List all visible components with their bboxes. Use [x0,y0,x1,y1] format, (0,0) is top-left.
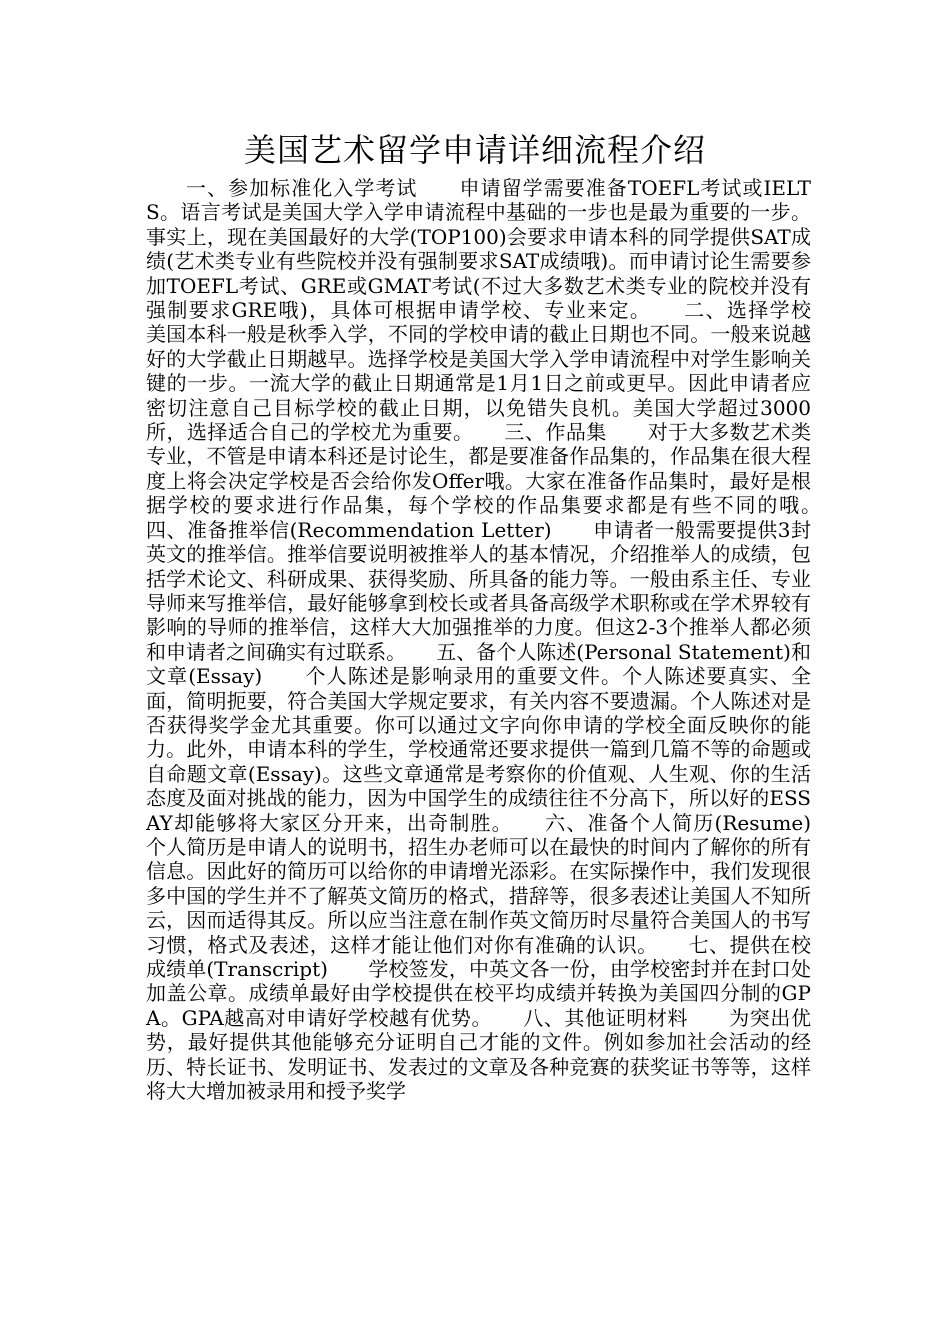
document-body-text: 一、参加标准化入学考试 申请留学需要准备TOEFL考试或IELTS。语言考试是美国大学入学申请流程中基础的一步也是最为重要的一步。事实上，现在美国最好的大学(TOP100)会要求申请本科的同学提供SAT成绩(艺术类专业有些院校并没有强制要求SAT成绩哦)。而申请讨论生需要参加TOEFL考试、GRE或GMAT考试(不过大多数艺术类专业的院校并没有强制要求GRE哦)，具体可根据申请学校、专业来定。 二、选择学校 美国本科一般是秋季入学，不同的学校申请的截止日期也不同。一般来说越好的大学截止日期越早。选择学校是美国大学入学申请流程中对学生影响关键的一步。一流大学的截止日期通常是1月1日之前或更早。因此申请者应密切注意自己目标学校的截止日期，以免错失良机。美国大学超过3000所，选择适合自己的学校尤为重要。 三、作品集 对于大多数艺术类专业，不管是申请本科还是讨论生，都是要准备作品集的，作品集在很大程度上将会决定学校是否会给你发Offer哦。大家在准备作品集时，最好是根据学校的要求进行作品集，每个学校的作品集要求都是有些不同的哦。 四、准备推举信(Recommendation Letter) 申请者一般需要提供3封英文的推举信。推举信要说明被推举人的基本情况，介绍推举人的成绩，包括学术论文、科研成果、获得奖励、所具备的能力等。一般由系主任、专业导师来写推举信，最好能够拿到校长或者具备高级学术职称或在学术界较有影响的导师的推举信，这样大大加强推举的力度。但这2-3个推举人都必须和申请者之间确实有过联系。 五、备个人陈述(Personal Statement)和文章(Essay) 个人陈述是影响录用的重要文件。个人陈述要真实、全面，简明扼要，符合美国大学规定要求，有关内容不要遗漏。个人陈述对是否获得奖学金尤其重要。你可以通过文字向你申请的学校全面反映你的能力。此外，申请本科的学生，学校通常还要求提供一篇到几篇不等的命题或自命题文章(Essay)。这些文章通常是考察你的价值观、人生观、你的生活态度及面对挑战的能力，因为中国学生的成绩往往不分高下，所以好的ESSAY却能够将大家区分开来，出奇制胜。 六、准备个人简历(Resume) 个人简历是申请人的说明书，招生办老师可以在最快的时间内了解你的所有信息。因此好的简历可以给你的申请增光添彩。在实际操作中，我们发现很多中国的学生并不了解英文简历的格式，措辞等，很多表述让美国人不知所云，因而适得其反。所以应当注意在制作英文简历时尽量符合美国人的书写习惯，格式及表述，这样才能让他们对你有准确的认识。 七、提供在校成绩单(Transcript) 学校签发，中英文各一份，由学校密封并在封口处加盖公章。成绩单最好由学校提供在校平均成绩并转换为美国四分制的GPA。GPA越高对申请好学校越有优势。 八、其他证明材料 为突出优势，最好提供其他能够充分证明自己才能的文件。例如参加社会活动的经历、特长证书、发明证书、发表过的文章及各种竞赛的获奖证书等等，这样将大大增加被录用和授予奖学 [146,176,851,1104]
document-title: 美国艺术留学申请详细流程介绍 [243,131,706,169]
